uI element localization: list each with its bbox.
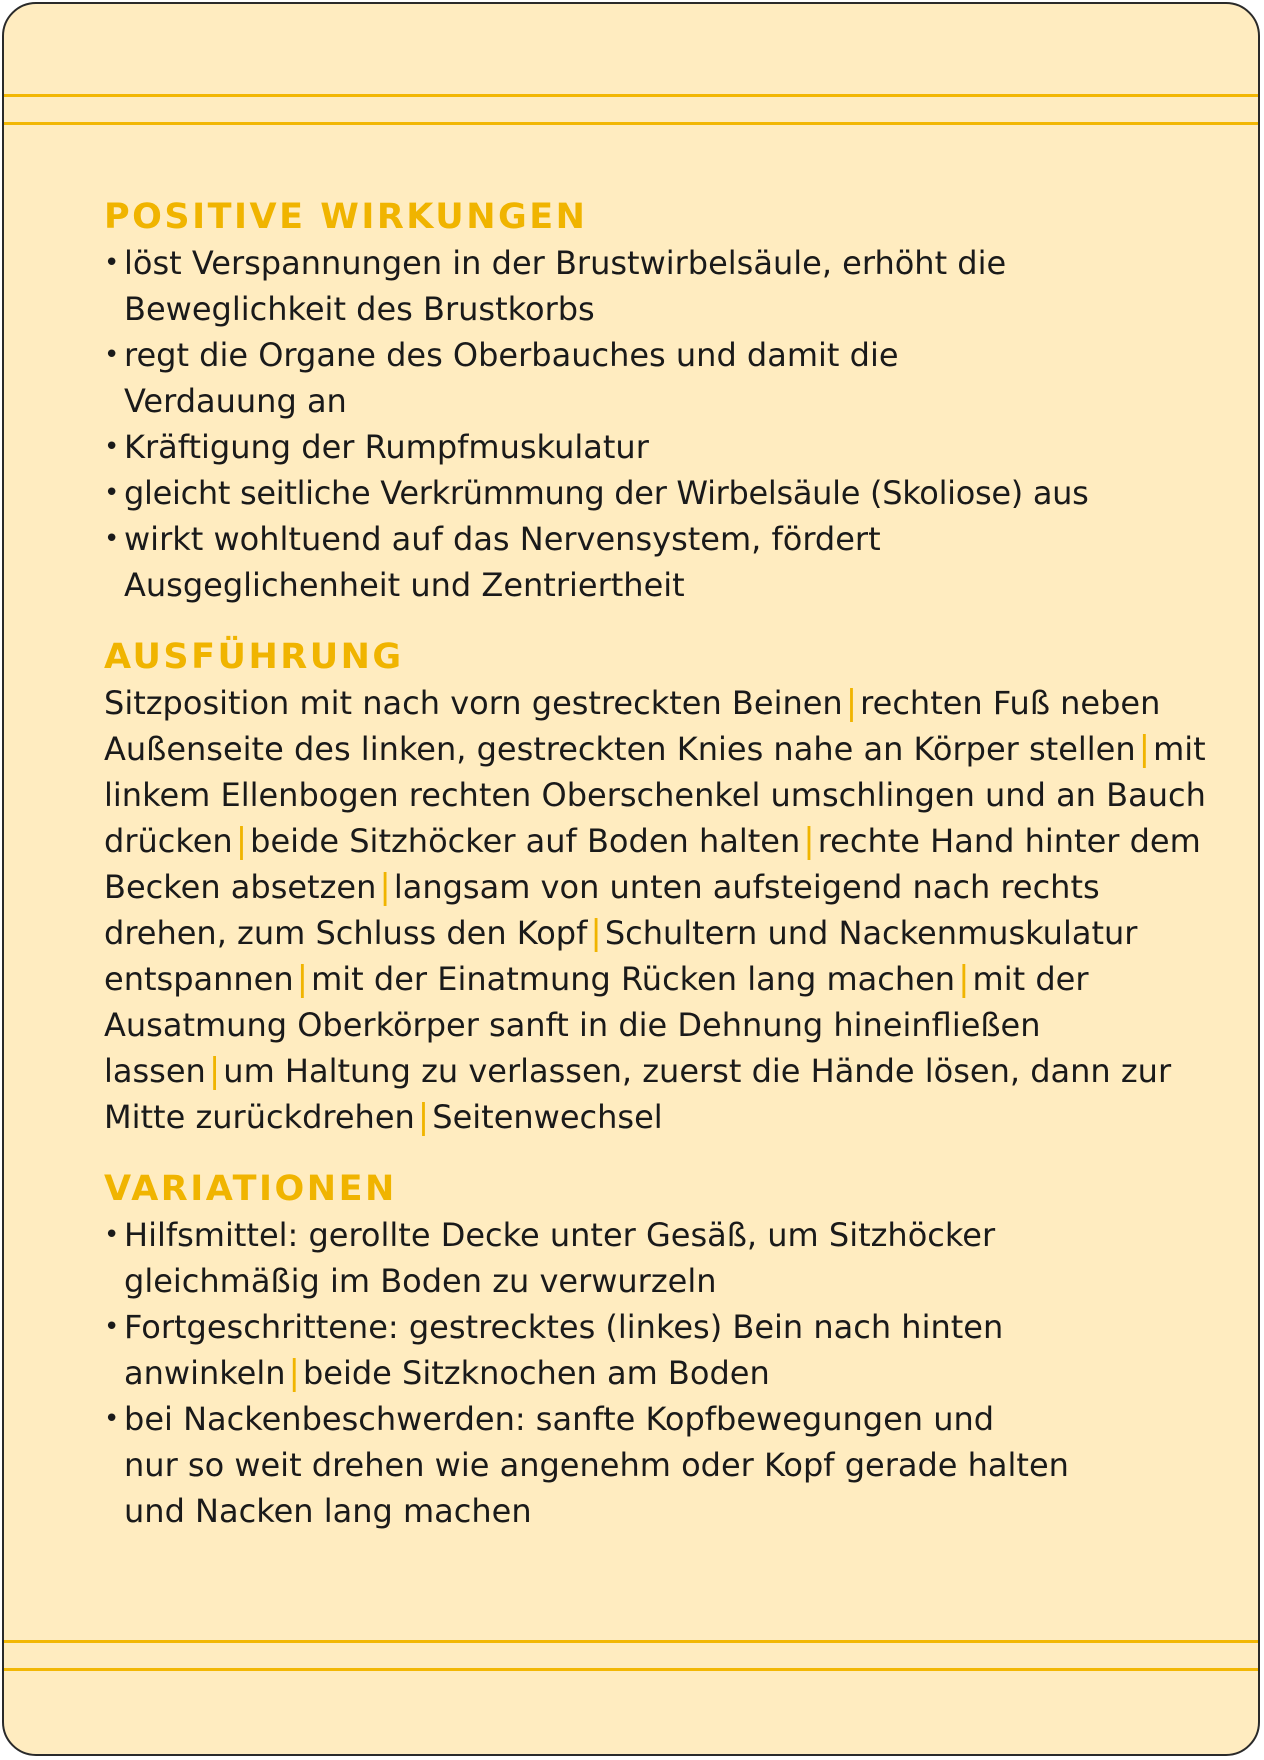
list-item: [104, 516, 1218, 608]
list-item-text: Hilfsmittel: gerollte Decke unter Gesäß, um Sitzhöcker: [124, 1216, 996, 1254]
bottom-rule-2: [4, 1668, 1258, 1671]
list-item-text: anwinkeln: [124, 1354, 286, 1392]
step-separator: |: [235, 821, 248, 861]
list-item-text: und Nacken lang machen: [124, 1492, 532, 1530]
list-item-text: gleicht seitliche Verkrümmung der Wirbelsäule (Skoliose) aus: [124, 474, 1089, 512]
section-heading: POSITIVE WIRKUNGEN: [104, 197, 588, 237]
list-item-text: gleichmäßig im Boden zu verwurzeln: [124, 1262, 717, 1300]
step-separator: |: [208, 1051, 221, 1091]
list-item: [104, 424, 1218, 470]
list-item: [104, 1396, 1218, 1534]
exercise-card: [2, 2, 1260, 1756]
list-item-text: Fortgeschrittene: gestrecktes (linkes) Bein nach hinten: [124, 1308, 1004, 1346]
bottom-rule-1: [4, 1640, 1258, 1643]
instruction-step: rechten Fuß neben Außenseite des linken, gestreckten Knies nahe an Körper stellen: [104, 684, 1161, 768]
list-item: [104, 1304, 1218, 1396]
step-separator: |: [296, 959, 309, 999]
list-item-text: Kräftigung der Rumpfmuskulatur: [124, 428, 649, 466]
instruction-step: Schultern und Nackenmuskulatur entspannen: [104, 914, 1138, 998]
list-item-text: regt die Organe des Oberbauches und damit die: [124, 336, 899, 374]
step-separator: |: [803, 821, 815, 861]
instruction-step: rechte Hand hinter dem Becken absetzen: [104, 822, 1201, 906]
step-separator: |: [590, 913, 602, 953]
list-item: [104, 240, 1218, 332]
section-ausfuehrung: [104, 634, 1218, 1140]
list-item: [104, 332, 1218, 424]
instruction-step: Seitenwechsel: [432, 1098, 663, 1136]
list-item-text: löst Verspannungen in der Brustwirbelsäule, erhöht die: [124, 244, 1007, 282]
step-separator: |: [417, 1097, 430, 1137]
benefits-list: [104, 240, 1218, 608]
step-separator: |: [1138, 729, 1151, 769]
list-item-text: Ausgeglichenheit und Zentriertheit: [124, 566, 685, 604]
instructions-paragraph: [104, 680, 1218, 1140]
instruction-step: um Haltung zu verlassen, zuerst die Hände lösen, dann zur Mitte zurückdrehen: [104, 1052, 1172, 1136]
list-item-text: Beweglichkeit des Brustkorbs: [124, 290, 595, 328]
step-separator: |: [958, 959, 970, 999]
instruction-step: mit der Ausatmung Oberkörper sanft in die Dehnung hineinfließen lassen: [104, 960, 1089, 1090]
variations-list: [104, 1212, 1218, 1534]
top-rule-1: [4, 94, 1258, 97]
list-item-text: nur so weit drehen wie angenehm oder Kopf gerade halten: [124, 1446, 1069, 1484]
instruction-step: mit der Einatmung Rücken lang machen: [311, 960, 956, 998]
step-separator: |: [845, 683, 858, 723]
instruction-step: mit linkem Ellenbogen rechten Oberschenkel umschlingen und an Bauch drücken: [104, 730, 1206, 860]
section-heading: VARIATIONEN: [104, 1169, 397, 1209]
instruction-step: Sitzposition mit nach vorn gestreckten Beinen: [104, 684, 843, 722]
instruction-step: langsam von unten aufsteigend nach rechts drehen, zum Schluss den Kopf: [104, 868, 1100, 952]
instruction-step: beide Sitzhöcker auf Boden halten: [250, 822, 801, 860]
list-item-text: bei Nackenbeschwerden: sanfte Kopfbewegungen und: [124, 1400, 995, 1438]
list-item: [104, 470, 1218, 516]
top-rule-2: [4, 122, 1258, 125]
list-item-text: beide Sitzknochen am Boden: [302, 1354, 770, 1392]
section-variationen: [104, 1166, 1218, 1534]
list-item-text: Verdauung an: [124, 382, 347, 420]
step-separator: |: [379, 867, 391, 907]
section-positive-wirkungen: [104, 194, 1218, 608]
list-item: [104, 1212, 1218, 1304]
list-item-text: wirkt wohltuend auf das Nervensystem, fördert: [124, 520, 881, 558]
section-heading: AUSFÜHRUNG: [104, 637, 404, 677]
card-content: [104, 194, 1218, 1534]
step-separator: |: [288, 1353, 300, 1393]
